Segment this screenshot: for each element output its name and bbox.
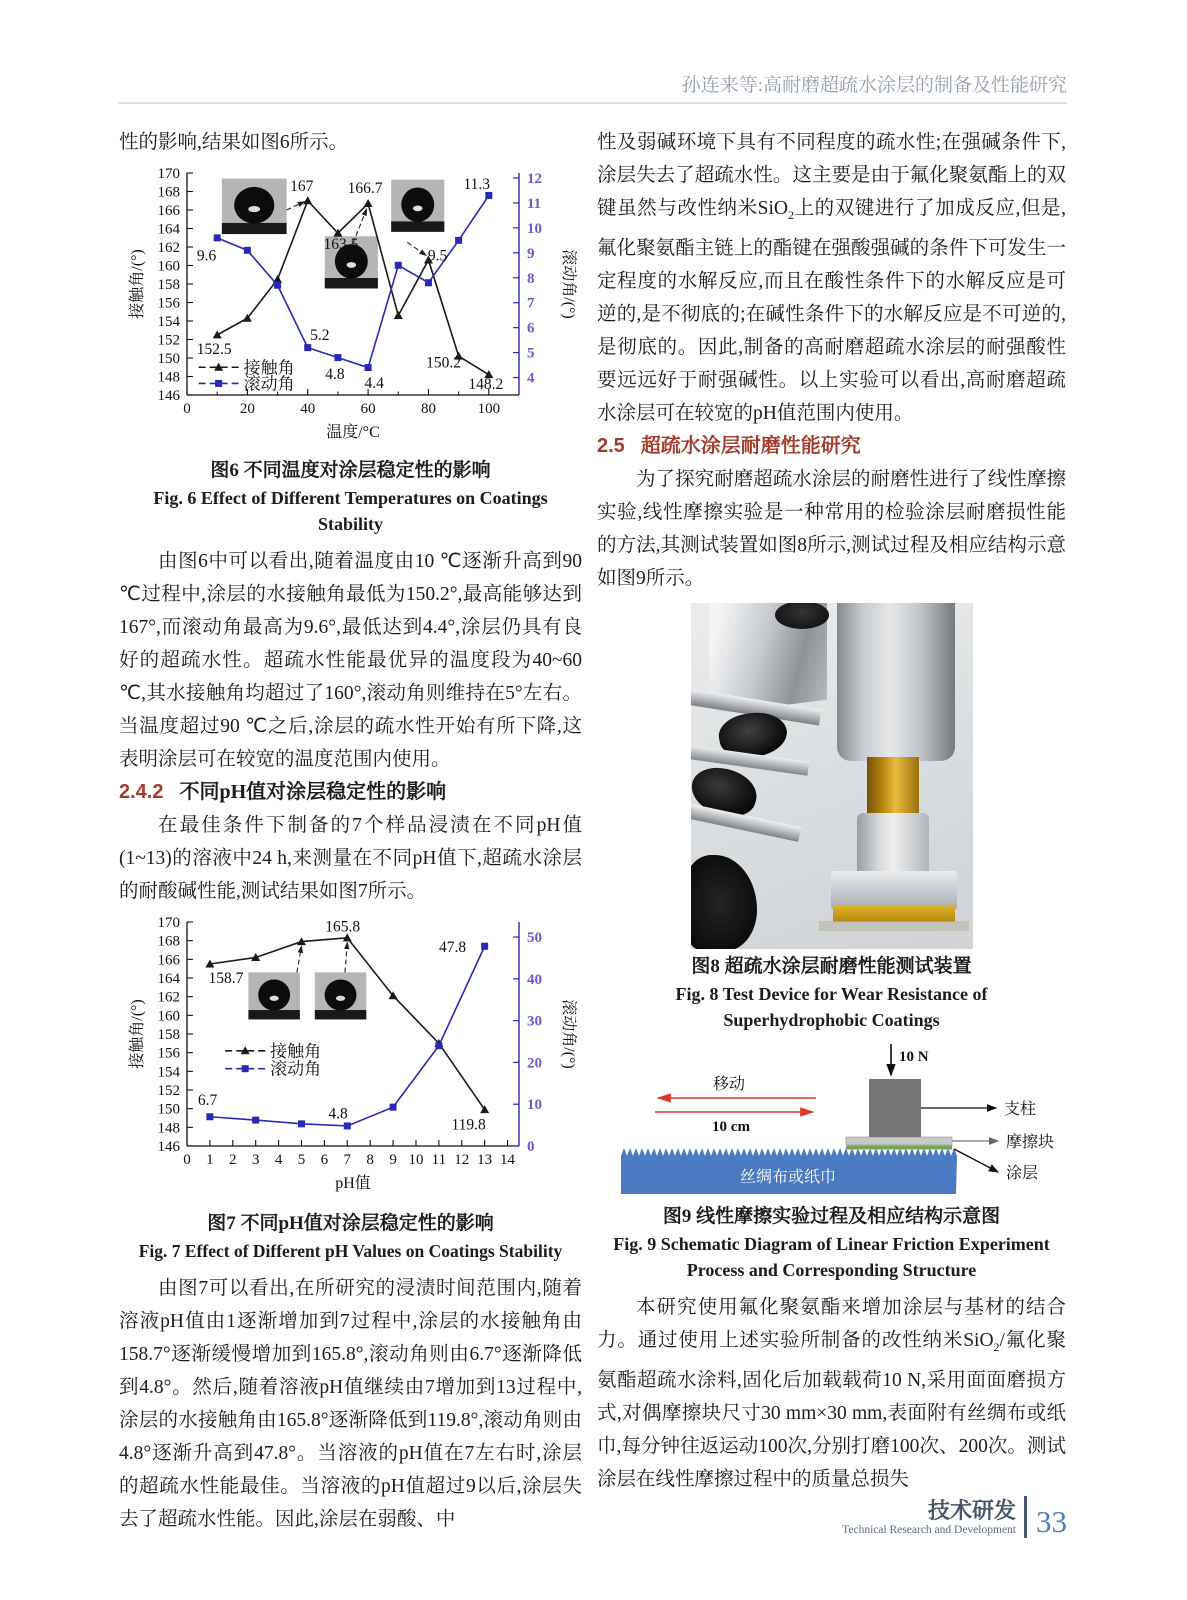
svg-text:pH值: pH值 [334,1175,371,1192]
footer-section-en: Technical Research and Development [842,1524,1016,1536]
coating-layer [846,1145,952,1149]
svg-text:10: 10 [526,220,542,237]
fig7-ph-chart [125,914,577,1206]
text-run: 性及弱碱环境下具有不同程度的疏水性;在强碱条件下,涂层失去了超疏水性。这主要是由于氟化聚氨酯上的双键虽然与改性纳米SiO [597,132,1066,219]
svg-text:150.2: 150.2 [425,354,461,372]
photo-press-head [857,813,929,875]
coating-arrow [954,1149,998,1172]
section-number: 2.4.2 [119,781,164,803]
svg-text:4.8: 4.8 [324,365,345,383]
section-heading-2-5 [597,430,1066,463]
svg-text:163.5: 163.5 [322,236,358,254]
svg-text:0: 0 [182,1152,191,1168]
pillar-block [869,1079,921,1137]
cloth-label: 丝绸布或纸巾 [739,1168,836,1186]
paragraph-continuation: 性的影响,结果如图6所示。 [119,132,349,153]
fig8-caption-en: Fig. 8 Test Device for Wear Resistance of Superhydrophobic Coatings [675,983,988,1030]
photo-knob-top [775,603,829,629]
svg-text:8: 8 [526,270,534,287]
subscript: 2 [788,207,794,222]
text-run: 本研究使用氟化聚氨酯来增加涂层与基材的结合力。通过使用上述实验所制备的改性纳米SiO [597,1296,1066,1351]
photo-shadow [819,921,969,931]
svg-text:接触角: 接触角 [269,1041,321,1061]
photo-sample-plate [831,871,957,909]
svg-text:148: 148 [157,369,180,386]
svg-text:148: 148 [157,1120,180,1137]
friction-block-bar [846,1137,952,1145]
figure-6 [119,165,582,537]
footer-section [842,1499,1016,1538]
force-label: 10 N [898,1048,929,1065]
svg-text:164: 164 [157,971,180,987]
svg-text:152: 152 [157,1083,180,1099]
svg-text:11: 11 [526,195,541,212]
fig7-caption-en: Fig. 7 Effect of Different pH Values on Coatings Stability [138,1241,563,1261]
svg-text:2: 2 [228,1152,237,1168]
fig8-photo [691,603,973,949]
figure-9 [597,1041,1066,1283]
subscript: 2 [993,1339,1000,1354]
svg-text:100: 100 [477,401,500,417]
fig6-temperature-chart [125,165,577,453]
svg-text:40: 40 [299,401,315,417]
svg-text:6.7: 6.7 [197,1092,217,1110]
footer-section-zh: 技术研发 [927,1498,1016,1523]
footer-divider [1024,1496,1027,1538]
svg-text:170: 170 [157,166,180,182]
fig9-caption-en: Fig. 9 Schematic Diagram of Linear Friction Experiment Process and Corresponding Structure [613,1233,1050,1280]
svg-text:165.8: 165.8 [324,918,360,936]
paragraph-fig6-discussion: 由图6中可以看出,随着温度由10 ℃逐渐升高到90 ℃过程中,涂层的水接触角最低为150.2°,最高能够达到167°,而滚动角最高为9.6°,最低达到4.4°,涂层仍具有良好的超疏水性。超疏水性能最优异的温度段为40~60 ℃,其水接触角均超过了160°,滚动角则维持在5°左右。当温度超过90 ℃之后,涂层的疏水性开始有所下降,这表明涂层可在较宽的温度范围内使用。 [119,551,582,770]
svg-text:接触角/(°): 接触角/(°) [128,999,146,1069]
svg-text:162: 162 [157,989,180,1006]
photo-load-cylinder [837,603,955,761]
svg-text:接触角/(°): 接触角/(°) [128,249,146,319]
fig9-caption-zh: 图9 线性摩擦实验过程及相应结构示意图 [662,1205,1001,1227]
svg-text:150: 150 [157,1101,180,1118]
svg-text:9.6: 9.6 [196,247,216,265]
svg-text:146: 146 [157,388,180,404]
figure-7 [119,914,582,1264]
svg-text:14: 14 [499,1152,515,1168]
svg-text:40: 40 [526,971,542,988]
fig6-caption-en: Fig. 6 Effect of Different Temperatures on Coatings Stability [153,488,548,534]
section-heading-2-4-2 [119,776,582,809]
fig8-caption-zh: 图8 超疏水涂层耐磨性能测试装置 [691,955,972,977]
fig9-schematic [598,1041,1066,1199]
svg-text:156: 156 [157,295,180,312]
section-number: 2.5 [597,434,625,457]
svg-text:20: 20 [239,401,255,417]
header-rule [118,102,1067,104]
svg-text:13: 13 [476,1152,492,1168]
svg-text:6: 6 [320,1152,328,1168]
svg-text:154: 154 [157,314,180,330]
page-footer [842,1496,1067,1538]
svg-text:168: 168 [157,933,180,950]
photo-brass-rod [867,757,919,819]
left-column [119,126,582,1536]
svg-text:80: 80 [420,401,436,417]
svg-text:170: 170 [157,915,180,931]
svg-text:166: 166 [157,952,180,969]
svg-text:3: 3 [251,1152,259,1168]
svg-text:152.5: 152.5 [196,340,232,358]
svg-text:146: 146 [157,1139,180,1155]
photo-coated-sample [833,906,955,922]
svg-text:11.3: 11.3 [462,176,490,194]
text-run: 上的双键进行了加成反应,但是,氟化聚氨酯主链上的酯键在强酸强碱的条件下可发生一定程度的水解反应,而且在酸性条件下的水解反应是可逆的,是不彻底的;在碱性条件下的水解反应是不可逆的,是彻底的。因此,制备的高耐磨超疏水涂层的耐强酸性要远远好于耐强碱性。以上实验可以看出,高耐磨超疏水涂层可在较宽的pH值范围内使用。 [597,198,1066,424]
svg-text:150: 150 [157,351,180,367]
svg-text:167: 167 [289,177,313,195]
running-head: 孙连来等:高耐磨超疏水涂层的制备及性能研究 [681,75,1067,96]
friction-block-label: 摩擦块 [1005,1133,1054,1151]
svg-text:20: 20 [526,1055,542,1072]
svg-text:7: 7 [343,1152,351,1168]
svg-text:4: 4 [274,1152,282,1168]
fig7-caption-zh: 图7 不同pH值对涂层稳定性的影响 [207,1213,494,1234]
paragraph-wear-intro: 为了探究耐磨超疏水涂层的耐磨性进行了线性摩擦实验,线性摩擦实验是一种常用的检验涂层耐磨损性能的方法,其测试装置如图8所示,测试过程及相应结构示意如图9所示。 [597,468,1066,589]
move-label: 移动 [712,1075,745,1093]
svg-text:158.7: 158.7 [207,970,243,987]
svg-text:滚动角/(°): 滚动角/(°) [559,249,577,319]
svg-text:154: 154 [157,1064,180,1081]
svg-text:9: 9 [526,245,534,262]
svg-text:164: 164 [157,221,180,238]
paragraph-acid-alkali [597,126,1066,430]
svg-text:60: 60 [360,401,376,417]
svg-text:滚动角/(°): 滚动角/(°) [559,999,577,1069]
svg-text:接触角: 接触角 [243,358,295,378]
svg-text:1: 1 [205,1152,214,1168]
svg-text:0: 0 [182,401,191,417]
svg-text:6: 6 [526,320,534,337]
svg-text:8: 8 [365,1152,374,1168]
svg-text:5.2: 5.2 [309,327,329,345]
svg-text:47.8: 47.8 [438,939,466,957]
svg-text:119.8: 119.8 [450,1116,486,1134]
svg-text:10: 10 [526,1097,542,1114]
paragraph-method [597,1291,1066,1496]
right-column [597,126,1066,1496]
svg-text:4: 4 [526,370,534,387]
svg-text:滚动角: 滚动角 [243,374,295,394]
svg-text:4.8: 4.8 [327,1105,348,1123]
section-title: 超疏水涂层耐磨性能研究 [640,434,861,457]
svg-text:152: 152 [157,332,180,349]
fig6-caption-zh: 图6 不同温度对涂层稳定性的影响 [210,460,491,481]
page-number: 33 [1036,1504,1067,1539]
svg-text:10: 10 [407,1152,423,1168]
coating-label: 涂层 [1005,1164,1038,1182]
svg-text:滚动角: 滚动角 [269,1059,321,1079]
svg-text:12: 12 [526,170,542,187]
svg-text:162: 162 [157,240,180,256]
paragraph-ph-setup: 在最佳条件下制备的7个样品浸渍在不同pH值(1~13)的溶液中24 h,来测量在不同pH值下,超疏水涂层的耐酸碱性能,测试结果如图7所示。 [119,815,582,902]
svg-text:5: 5 [297,1152,305,1168]
svg-text:9: 9 [388,1152,397,1168]
svg-text:158: 158 [157,1027,180,1043]
svg-text:168: 168 [157,184,180,201]
svg-text:7: 7 [526,295,534,312]
svg-text:30: 30 [526,1013,542,1030]
figure-8 [597,603,1066,1033]
paragraph-fig7-discussion: 由图7可以看出,在所研究的浸渍时间范围内,随着溶液pH值由1逐渐增加到7过程中,涂层的水接触角由158.7°逐渐缓慢增加到165.8°,滚动角则由6.7°逐渐降低到4.8°。然后,随着溶液pH值继续由7增加到13过程中,涂层的水接触角由165.8°逐渐降低到119.8°,滚动角则由4.8°逐渐升高到47.8°。当溶液的pH值在7左右时,涂层的超疏水性能最佳。当溶液的pH值超过9以后,涂层失去了超疏水性能。因此,涂层在弱酸、中 [119,1278,582,1530]
section-title: 不同pH值对涂层稳定性的影响 [179,781,447,803]
svg-text:温度/°C: 温度/°C [325,424,380,441]
svg-text:50: 50 [526,930,542,947]
photo-dark-knob-bottom [691,855,757,949]
pillar-label: 支柱 [1003,1100,1036,1118]
svg-text:166.7: 166.7 [347,179,383,197]
text-run: /氟化聚氨酯超疏水涂料,固化后加载载荷10 N,采用面面磨损方式,对偶摩擦块尺寸30 mm×30 mm,表面附有丝绸布或纸巾,每分钟往返运动100次,分别打磨100次、200次。测试涂层在线性摩擦过程中的质量总损失 [597,1329,1066,1490]
svg-text:148.2: 148.2 [467,375,503,393]
svg-text:4.4: 4.4 [363,375,384,393]
svg-text:0: 0 [526,1139,534,1155]
distance-label: 10 cm [711,1118,750,1135]
svg-text:9.5: 9.5 [427,247,447,265]
svg-text:166: 166 [157,203,180,219]
svg-text:11: 11 [431,1152,446,1168]
svg-text:160: 160 [157,258,180,275]
svg-text:156: 156 [157,1045,180,1062]
svg-text:5: 5 [526,345,534,362]
svg-text:160: 160 [157,1008,180,1025]
svg-text:12: 12 [453,1152,469,1168]
svg-text:158: 158 [157,277,180,293]
